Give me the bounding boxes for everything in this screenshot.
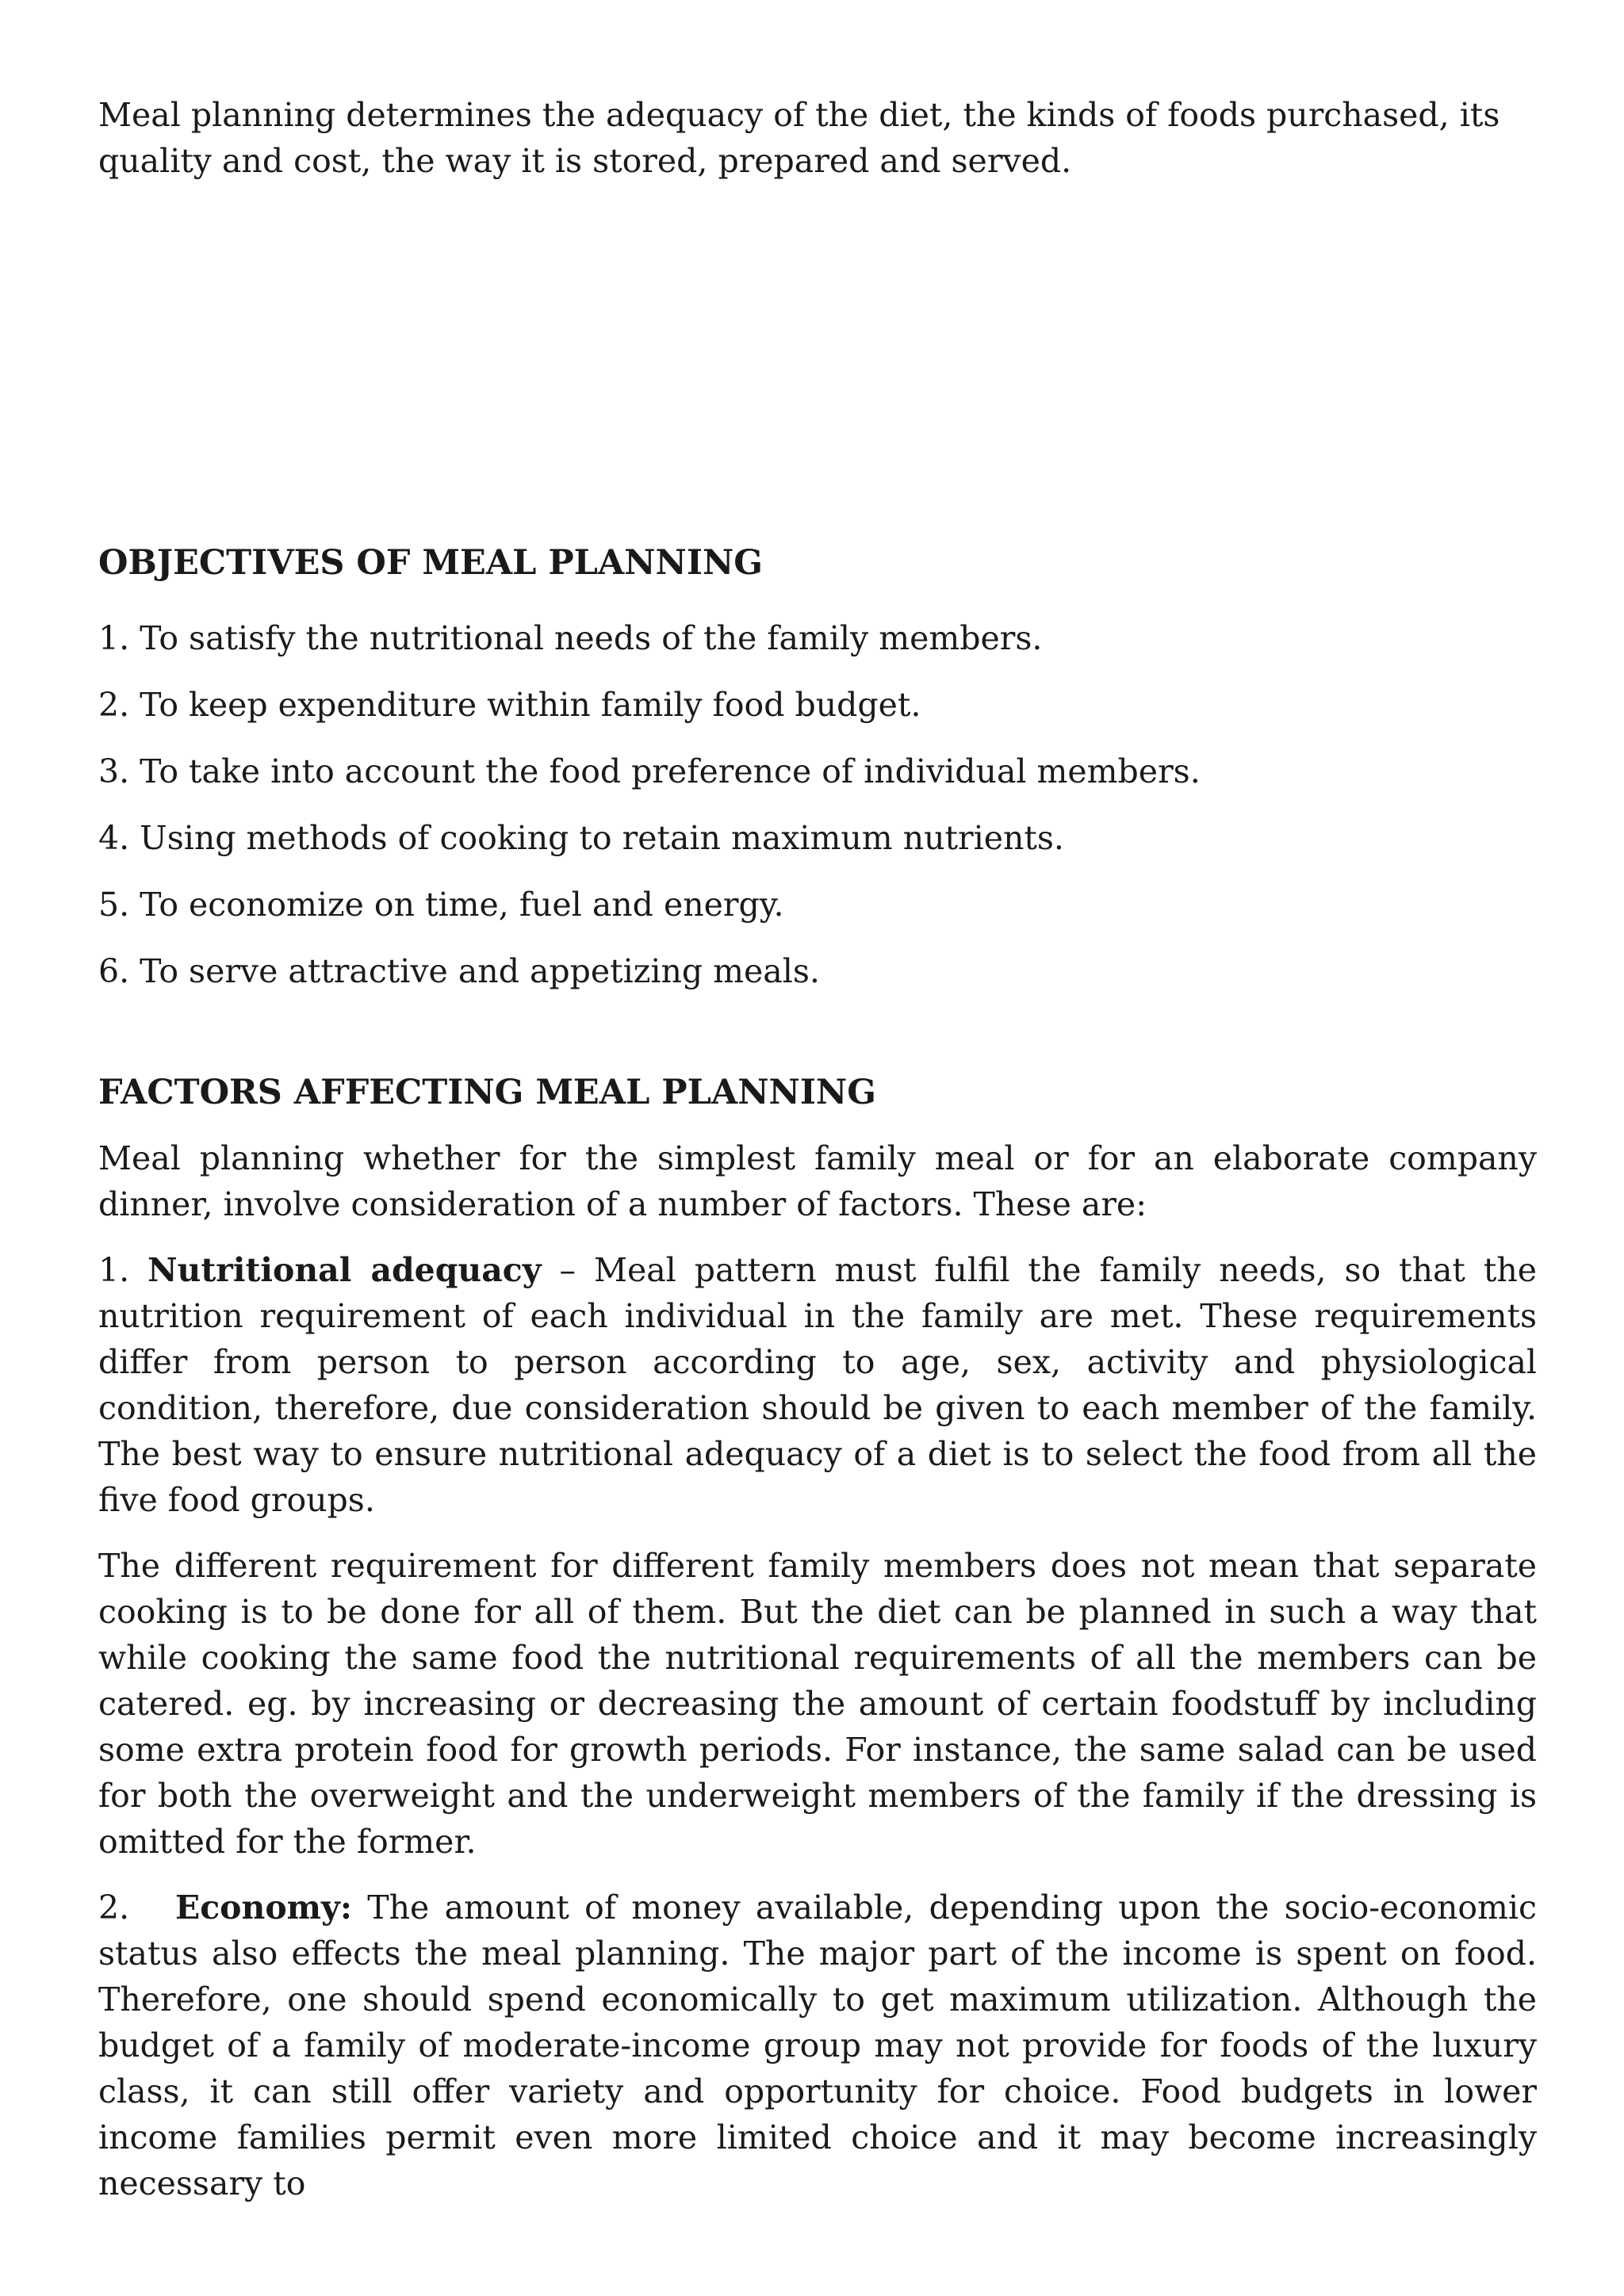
factors-heading: FACTORS AFFECTING MEAL PLANNING bbox=[98, 1073, 876, 1112]
objective-item: 6. To serve attractive and appetizing meals. bbox=[98, 952, 820, 990]
factor-term: Economy: bbox=[174, 1888, 353, 1927]
factors-intro-paragraph: Meal planning whether for the simplest family meal or for an elaborate company dinner, involve consideration of a number of factors. These are: bbox=[98, 1139, 1537, 1223]
factor-number: 2. bbox=[98, 1888, 130, 1927]
factor-nutritional-adequacy bbox=[98, 1247, 1537, 1523]
objectives-list bbox=[98, 615, 1537, 1015]
factors-section bbox=[98, 1069, 1537, 2226]
objective-item: 5. To economize on time, fuel and energy. bbox=[98, 886, 784, 924]
objective-item: 3. To take into account the food preference of individual members. bbox=[98, 752, 1201, 790]
objective-item: 4. Using methods of cooking to retain maximum nutrients. bbox=[98, 819, 1064, 857]
factor-term: Nutritional adequacy bbox=[147, 1251, 542, 1289]
factor-text: – Meal pattern must fulfil the family needs, so that the nutrition requirement of each individual in the family are met. These requirements differ from person to person according to age, sex, activity and physiological condition, therefore, due consideration should be given to each member of the family. The best way to ensure nutritional adequacy of a diet is to select the food from all the five food groups. bbox=[98, 1251, 1537, 1519]
objectives-heading: OBJECTIVES OF MEAL PLANNING bbox=[98, 543, 763, 583]
intro-paragraph: Meal planning determines the adequacy of the diet, the kinds of foods purchased, its quality and cost, the way it is stored, prepared and served. bbox=[98, 96, 1500, 180]
document-page bbox=[98, 92, 1538, 2202]
factor-nutritional-followup: The different requirement for different family members does not mean that separate cooking is to be done for all of them. But the diet can be planned in such a way that while cooking the same food the nutritional requirements of all the members can be catered. eg. by increasing or decreasing the amount of certain foodstuff by including some extra protein food for growth periods. For instance, the same salad can be used for both the overweight and the underweight members of the family if the dressing is omitted for the former. bbox=[98, 1547, 1537, 1861]
objective-item: 1. To satisfy the nutritional needs of the family members. bbox=[98, 619, 1043, 657]
factor-number: 1. bbox=[98, 1251, 130, 1289]
factor-text: The amount of money available, depending upon the socio-economic status also effects the meal planning. The major part of the income is spent on food. Therefore, one should spend economically to get maximum utilization. Although the budget of a family of moderate-income group may not provide for foods of the luxury class, it can still offer variety and opportunity for choice. Food budgets in lower income families permit even more limited choice and it may become increasingly necessary to bbox=[98, 1888, 1538, 2202]
objective-item: 2. To keep expenditure within family food budget. bbox=[98, 686, 921, 724]
factor-economy bbox=[98, 1885, 1537, 2206]
